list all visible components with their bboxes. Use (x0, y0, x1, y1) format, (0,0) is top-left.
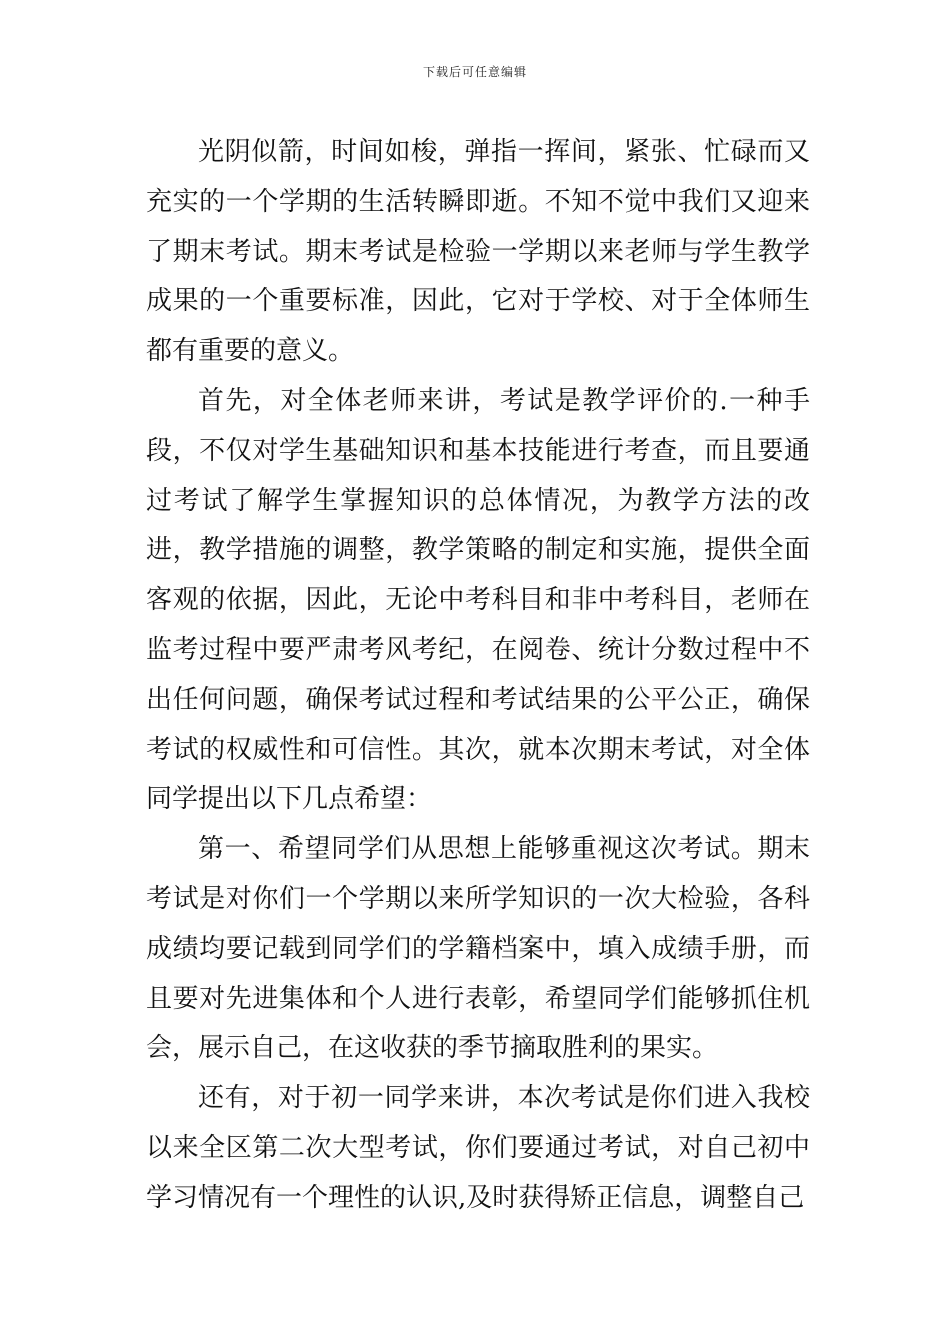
page-header: 下载后可任意编辑 (422, 65, 527, 79)
paragraph-grade-one: 还有，对于初一同学来讲，本次考试是你们进入我校以来全区第二次大型考试，你们要通过考试，对自己初中学习情况有一个理性的认识,及时获得矫正信息，调整自己 (146, 1083, 810, 1213)
paragraph-first-hope: 第一、希望同学们从思想上能够重视这次考试。期末考试是对你们一个学期以来所学知识的一次大检验，各科成绩均要记载到同学们的学籍档案中，填入成绩手册，而且要对先进集体和个人进行表彰，希望同学们能够抓住机会，展示自己，在这收获的季节摘取胜利的果实。 (146, 834, 810, 1064)
paragraph-teachers: 首先，对全体老师来讲，考试是教学评价的.一种手段，不仅对学生基础知识和基本技能进行考查，而且要通过考试了解学生掌握知识的总体情况，为教学方法的改进，教学措施的调整，教学策略的制定和实施，提供全面客观的依据，因此，无论中考科目和非中考科目，老师在监考过程中要严肃考风考纪，在阅卷、统计分数过程中不出任何问题，确保考试过程和考试结果的公平公正，确保考试的权威性和可信性。其次，就本次期末考试，对全体同学提出以下几点希望： (146, 385, 810, 815)
paragraph-intro: 光阴似箭，时间如梭，弹指一挥间，紧张、忙碌而又充实的一个学期的生活转瞬即逝。不知不觉中我们又迎来了期末考试。期末考试是检验一学期以来老师与学生教学成果的一个重要标准，因此，它对于学校、对于全体师生都有重要的意义。 (146, 137, 810, 367)
document-body (146, 128, 810, 1224)
